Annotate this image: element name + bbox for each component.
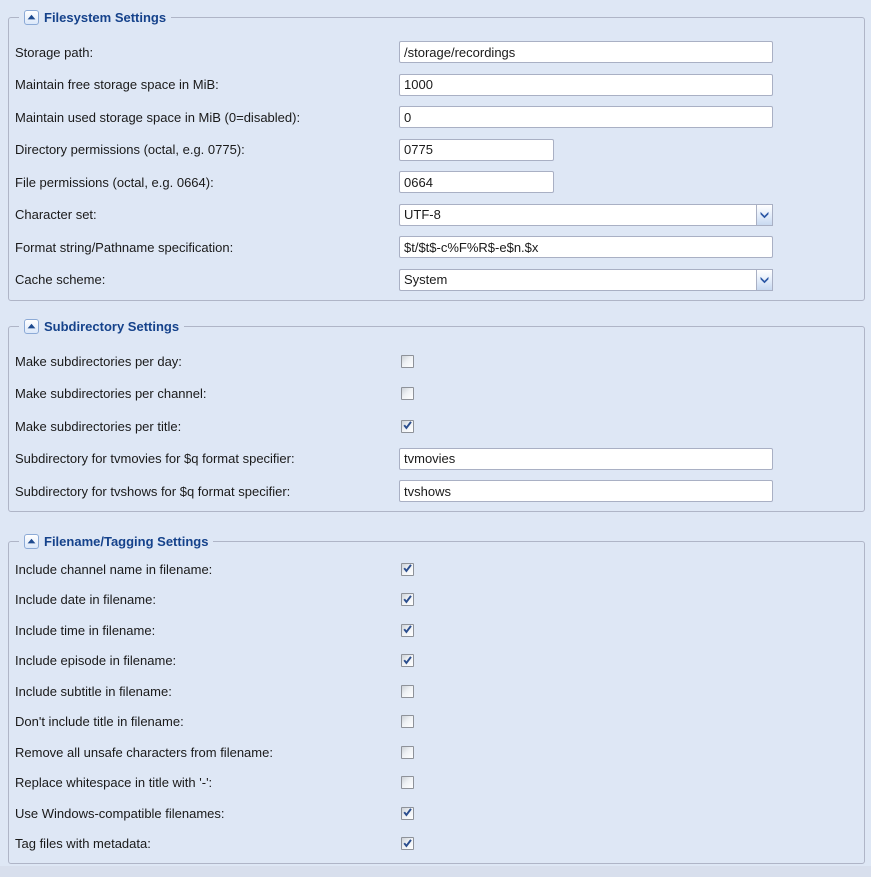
checkmark-icon [402,593,413,605]
label-include-date-in-filename: Include date in filename: [15,592,156,608]
subdirectory-for-tvshows-for-q-format-specifier-input[interactable] [399,480,773,502]
form-row [9,707,864,738]
form-row [9,378,864,411]
cache-scheme-input[interactable] [399,269,756,291]
tag-files-with-metadata-checkbox[interactable] [401,837,414,850]
include-time-in-filename-checkbox[interactable] [401,624,414,637]
checkmark-icon [402,837,413,849]
label-include-channel-name-in-filename: Include channel name in filename: [15,561,213,577]
field-storage-path [399,41,773,63]
fieldset-subdirectory-settings [8,319,865,512]
form-row [9,615,864,646]
form-row [9,829,864,860]
character-set-input[interactable] [399,204,756,226]
fieldset-rows [9,18,864,296]
form-row [9,676,864,707]
remove-all-unsafe-characters-from-filename-checkbox[interactable] [401,746,414,759]
field-don-t-include-title-in-filename [399,715,414,728]
form-row [9,101,864,134]
field-maintain-used-storage-space-in-mib-0-disabled [399,106,773,128]
cache-scheme-combobox[interactable] [399,269,773,291]
subdirectory-for-tvmovies-for-q-format-specifier-input[interactable] [399,448,773,470]
label-subdirectory-for-tvshows-for-q-format-specifier: Subdirectory for tvshows for $q format specifier: [15,483,291,499]
make-subdirectories-per-title-checkbox[interactable] [401,420,414,433]
field-subdirectory-for-tvshows-for-q-format-specifier [399,480,773,502]
form-row [9,475,864,508]
form-row [9,199,864,232]
fieldset-rows [9,542,864,859]
panel-bottom-edge [0,866,871,877]
field-include-date-in-filename [399,593,414,606]
collapse-tool-button[interactable] [24,10,39,25]
label-format-string-pathname-specification: Format string/Pathname specification: [15,239,234,255]
label-make-subdirectories-per-day: Make subdirectories per day: [15,353,182,369]
make-subdirectories-per-channel-checkbox[interactable] [401,387,414,400]
storage-path-input[interactable] [399,41,773,63]
form-row [9,264,864,297]
fieldset-filesystem-settings [8,10,865,301]
make-subdirectories-per-day-checkbox[interactable] [401,355,414,368]
form-row [9,798,864,829]
field-make-subdirectories-per-title [399,420,414,433]
form-row [9,69,864,102]
field-file-permissions-octal-e-g-0664 [399,171,554,193]
field-remove-all-unsafe-characters-from-filename [399,746,414,759]
collapse-tool-button[interactable] [24,534,39,549]
label-character-set: Character set: [15,207,97,223]
use-windows-compatible-filenames-checkbox[interactable] [401,807,414,820]
fieldset-title: Filesystem Settings [44,10,167,25]
field-include-subtitle-in-filename [399,685,414,698]
field-include-episode-in-filename [399,654,414,667]
replace-whitespace-in-title-with-checkbox[interactable] [401,776,414,789]
field-tag-files-with-metadata [399,837,414,850]
form-row [9,410,864,443]
field-include-time-in-filename [399,624,414,637]
checkmark-icon [402,419,413,431]
form-row [9,134,864,167]
form-row [9,737,864,768]
label-remove-all-unsafe-characters-from-filename: Remove all unsafe characters from filename: [15,744,273,760]
field-directory-permissions-octal-e-g-0775 [399,139,554,161]
checkmark-icon [402,806,413,818]
field-make-subdirectories-per-day [399,355,414,368]
collapse-arrow-icon [25,535,38,548]
form-row [9,768,864,799]
form-row [9,646,864,677]
label-include-subtitle-in-filename: Include subtitle in filename: [15,683,172,699]
field-make-subdirectories-per-channel [399,387,414,400]
label-maintain-used-storage-space-in-mib-0-disabled: Maintain used storage space in MiB (0=disabled): [15,109,301,125]
chevron-down-icon [757,272,772,287]
field-cache-scheme [399,269,773,291]
format-string-pathname-specification-input[interactable] [399,236,773,258]
chevron-down-icon [757,207,772,222]
form-row [9,166,864,199]
field-use-windows-compatible-filenames [399,807,414,820]
fieldset-rows [9,327,864,508]
maintain-used-storage-space-in-mib-0-disabled-input[interactable] [399,106,773,128]
maintain-free-storage-space-in-mib-input[interactable] [399,74,773,96]
don-t-include-title-in-filename-checkbox[interactable] [401,715,414,728]
label-include-time-in-filename: Include time in filename: [15,622,156,638]
include-channel-name-in-filename-checkbox[interactable] [401,563,414,576]
collapse-tool-button[interactable] [24,319,39,334]
include-date-in-filename-checkbox[interactable] [401,593,414,606]
form-row [9,585,864,616]
fieldset-title: Filename/Tagging Settings [44,534,209,549]
field-character-set [399,204,773,226]
label-maintain-free-storage-space-in-mib: Maintain free storage space in MiB: [15,77,219,93]
include-subtitle-in-filename-checkbox[interactable] [401,685,414,698]
label-tag-files-with-metadata: Tag files with metadata: [15,836,151,852]
label-storage-path: Storage path: [15,44,94,60]
form-row [9,443,864,476]
form-row [9,36,864,69]
label-use-windows-compatible-filenames: Use Windows-compatible filenames: [15,805,225,821]
checkmark-icon [402,654,413,666]
directory-permissions-octal-e-g-0775-input[interactable] [399,139,554,161]
label-subdirectory-for-tvmovies-for-q-format-specifier: Subdirectory for tvmovies for $q format specifier: [15,451,295,467]
field-replace-whitespace-in-title-with [399,776,414,789]
field-maintain-free-storage-space-in-mib [399,74,773,96]
form-row [9,554,864,585]
field-subdirectory-for-tvmovies-for-q-format-specifier [399,448,773,470]
file-permissions-octal-e-g-0664-input[interactable] [399,171,554,193]
label-file-permissions-octal-e-g-0664: File permissions (octal, e.g. 0664): [15,174,214,190]
label-include-episode-in-filename: Include episode in filename: [15,653,177,669]
checkmark-icon [402,623,413,635]
fieldset-legend [19,532,213,551]
label-make-subdirectories-per-channel: Make subdirectories per channel: [15,386,207,402]
character-set-dropdown-trigger[interactable] [756,204,773,226]
label-directory-permissions-octal-e-g-0775: Directory permissions (octal, e.g. 0775): [15,142,245,158]
fieldset-legend [19,317,184,336]
label-make-subdirectories-per-title: Make subdirectories per title: [15,418,182,434]
form-row [9,231,864,264]
label-cache-scheme: Cache scheme: [15,272,106,288]
form-row [9,345,864,378]
fieldset-title: Subdirectory Settings [44,319,180,334]
collapse-arrow-icon [25,320,38,333]
fieldset-legend [19,8,171,27]
label-replace-whitespace-in-title-with: Replace whitespace in title with '-': [15,775,213,791]
cache-scheme-dropdown-trigger[interactable] [756,269,773,291]
checkmark-icon [402,562,413,574]
collapse-arrow-icon [25,11,38,24]
character-set-combobox[interactable] [399,204,773,226]
label-don-t-include-title-in-filename: Don't include title in filename: [15,714,184,730]
field-format-string-pathname-specification [399,236,773,258]
fieldset-filename-tagging-settings [8,534,865,864]
field-include-channel-name-in-filename [399,563,414,576]
include-episode-in-filename-checkbox[interactable] [401,654,414,667]
